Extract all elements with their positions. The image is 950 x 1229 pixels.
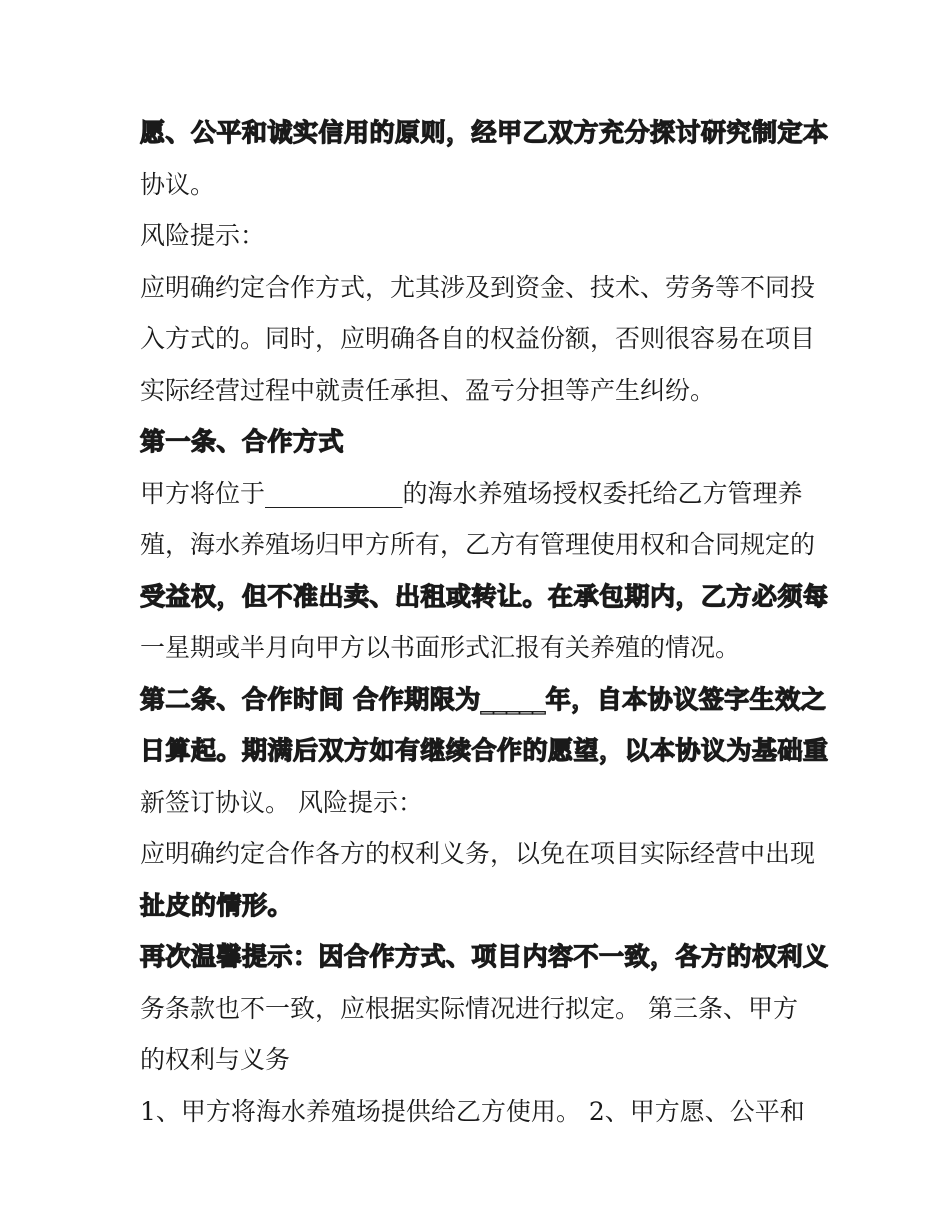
text-line: 一星期或半月向甲方以书面形式汇报有关养殖的情况。 (140, 633, 741, 662)
text-line: 风险提示： (140, 221, 266, 250)
text-line: 协议。 (140, 169, 216, 199)
document-body (140, 107, 829, 1137)
text-line: 殖，海水养殖场归甲方所有，乙方有管理使用权和合同规定的 (140, 530, 816, 559)
text-line: 应明确约定合作方式，尤其涉及到资金、技术、劳务等不同投 (140, 272, 816, 302)
section-heading: 第一条、合作方式 (140, 427, 345, 456)
text-line: 1、甲方将海水养殖场提供给乙方使用。 2、甲方愿、公平和 (140, 1096, 805, 1126)
text-line: 的权利与义务 (140, 1045, 291, 1074)
text-line: 务条款也不一致，应根据实际情况进行拟定。 第三条、甲方 (140, 993, 798, 1023)
text-line: 新签订协议。 风险提示： (140, 787, 423, 817)
text-line: 再次温馨提示：因合作方式、项目内容不一致，各方的权利义 (140, 942, 829, 971)
text-line: 入方式的。同时，应明确各自的权益份额，否则很容易在项目 (140, 324, 816, 353)
text-line: 受益权，但不准出卖、出租或转让。在承包期内，乙方必须每 (140, 581, 829, 611)
text-line: 甲方将位于___________的海水养殖场授权委托给乙方管理养 (140, 478, 803, 508)
section-heading: 第二条、合作时间 合作期限为_____年，自本协议签字生效之 (140, 684, 827, 714)
text-line: 扯皮的情形。 (140, 890, 294, 920)
text-line: 日算起。期满后双方如有继续合作的愿望，以本协议为基础重 (140, 736, 829, 765)
text-line: 应明确约定合作各方的权利义务，以免在项目实际经营中出现 (140, 839, 816, 868)
text-line: 愿、公平和诚实信用的原则，经甲乙双方充分探讨研究制定本 (140, 118, 829, 147)
text-line: 实际经营过程中就责任承担、盈亏分担等产生纠纷。 (140, 375, 716, 405)
